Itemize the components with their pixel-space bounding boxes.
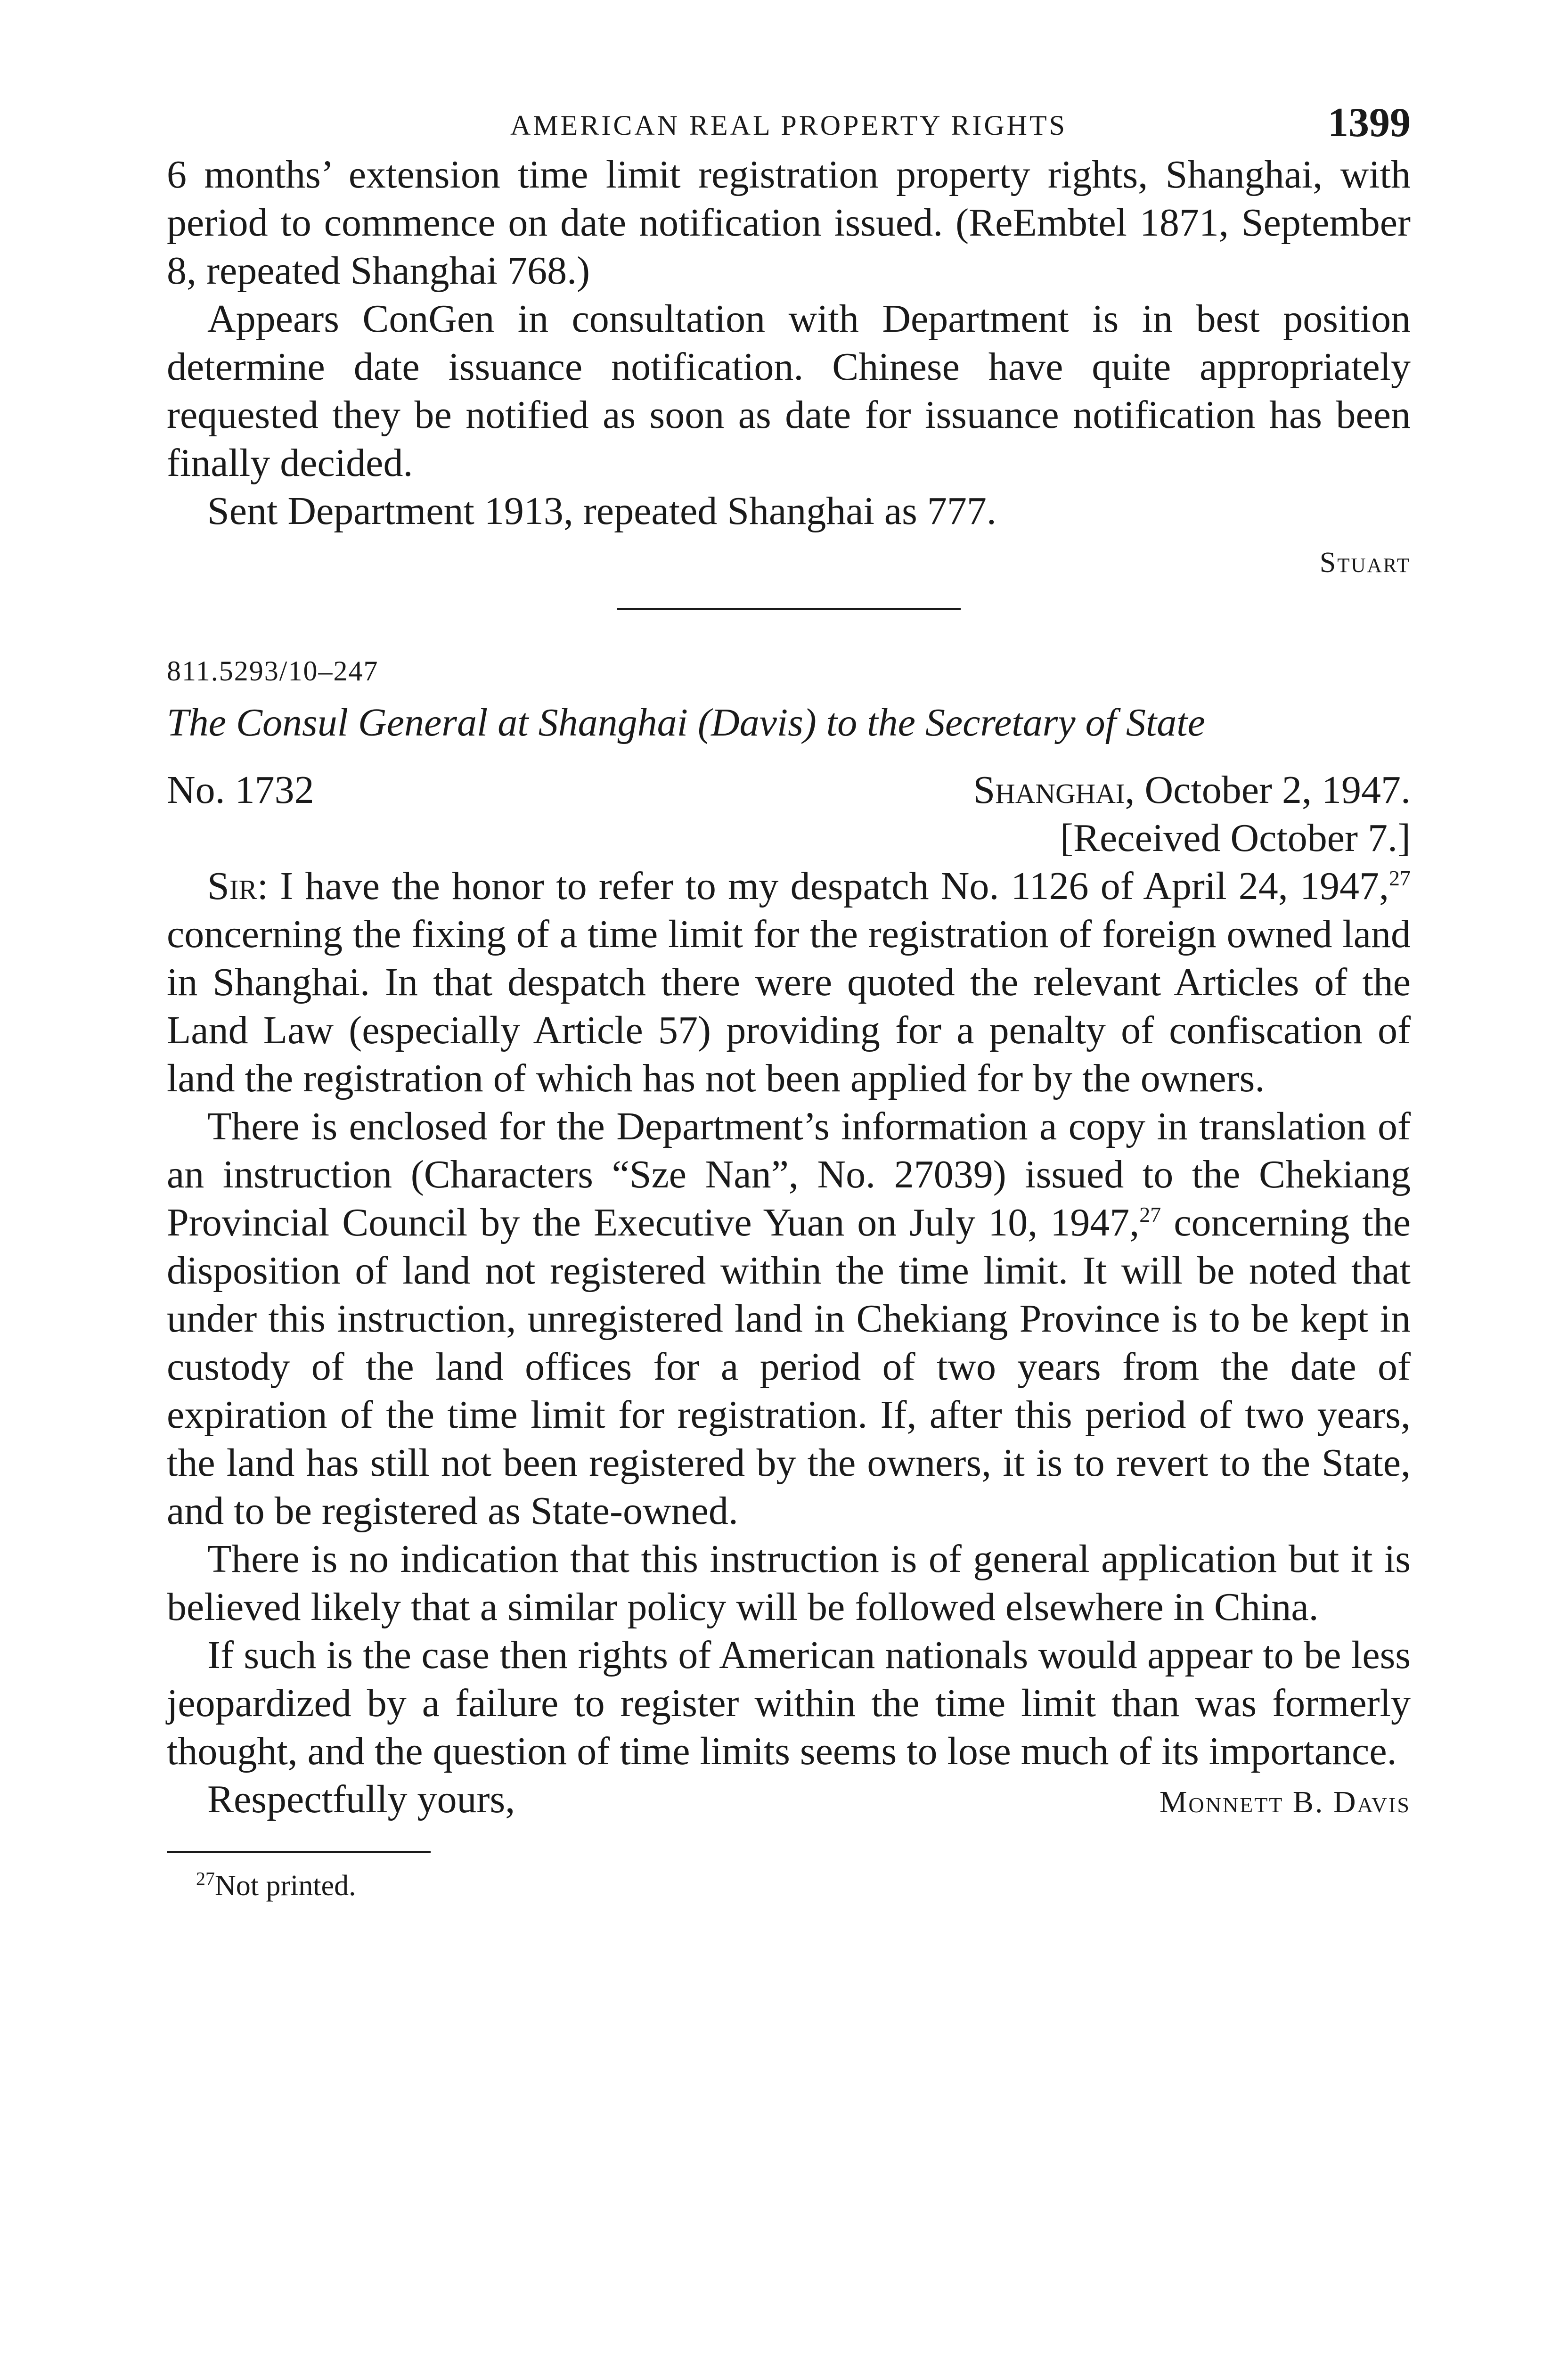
document-page — [167, 99, 1411, 1905]
place-date — [973, 766, 1411, 814]
salutation: Sir: — [207, 864, 269, 908]
despatch-dateline — [167, 766, 1411, 814]
telegram-paragraph: Appears ConGen in consultation with Department is in best position determine date issuance notification. Chinese have quite appropriately requested they be notified as soon as date for issuance notification has been finally decided. — [167, 297, 1411, 485]
despatch-paragraph: There is no indication that this instruction is of general application but it is believed likely that a similar policy will be followed elsewhere in China. — [167, 1537, 1411, 1629]
paragraph-text: concerning the fixing of a time limit for the registration of foreign owned land in Shanghai. In that despatch there were quoted the relevant Articles of the Land Law (especially Article 57) providing for a penalty of confiscation of land the registration of which has not been applied for by the owners. — [167, 912, 1411, 1100]
page-number: 1399 — [1328, 100, 1411, 146]
telegram-signature: Stuart — [1319, 547, 1411, 579]
telegram-section — [167, 151, 1411, 581]
paragraph-text: I have the honor to refer to my despatch No. 1126 of April 24, 1947, — [280, 864, 1389, 908]
despatch-heading: The Consul General at Shanghai (Davis) to the Secretary of State — [167, 701, 1205, 744]
section-divider — [617, 608, 961, 610]
running-title: AMERICAN REAL PROPERTY RIGHTS — [510, 110, 1068, 141]
footnote-ref: 27 — [1389, 866, 1411, 890]
footnote — [167, 1867, 1411, 1905]
file-number: 811.5293/10–247 — [167, 655, 379, 687]
footnote-divider — [167, 1851, 431, 1853]
place: Shanghai, — [973, 768, 1135, 812]
received-note: [Received October 7.] — [1060, 816, 1411, 860]
despatch-number: No. 1732 — [167, 768, 314, 812]
complimentary-close: Respectfully yours, — [207, 1777, 515, 1821]
paragraph-text: concerning the disposition of land not registered within the time limit. It will be noted that under this instruction, unregistered land in Chekiang Province is to be kept in custody of the land offices for a period of two years from the date of expiration of the time limit for registration. If, after this period of two years, the land has still not been registered by the owners, it is to revert to the State, and to be registered as State-owned. — [167, 1201, 1411, 1533]
footnote-text: Not printed. — [215, 1870, 356, 1902]
despatch-paragraph — [167, 1103, 1411, 1535]
running-header — [167, 99, 1411, 151]
telegram-paragraph: Sent Department 1913, repeated Shanghai as 777. — [207, 489, 996, 533]
telegram-paragraph: 6 months’ extension time limit registration property rights, Shanghai, with period to commence on date notification issued. (ReEmbtel 1871, September 8, repeated Shanghai 768.) — [167, 153, 1411, 293]
closing-line — [167, 1775, 1411, 1826]
footnote-marker: 27 — [196, 1868, 215, 1890]
despatch-paragraph — [167, 862, 1411, 1103]
signer-name: Monnett B. Davis — [1159, 1785, 1411, 1819]
footnote-ref: 27 — [1139, 1203, 1161, 1227]
despatch-section — [167, 652, 1411, 1826]
despatch-paragraph: If such is the case then rights of American nationals would appear to be less jeopardized by a failure to register within the time limit than was formerly thought, and the question of time limits seems to lose much of its importance. — [167, 1633, 1411, 1773]
paragraph-text: There is enclosed for the Department’s information a copy in translation of an instruction (Characters “Sze Nan”, No. 27039) issued to the Chekiang Provincial Council by the Executive Yuan on July 10, 1947, — [167, 1104, 1411, 1244]
date: October 2, 1947. — [1144, 768, 1411, 812]
